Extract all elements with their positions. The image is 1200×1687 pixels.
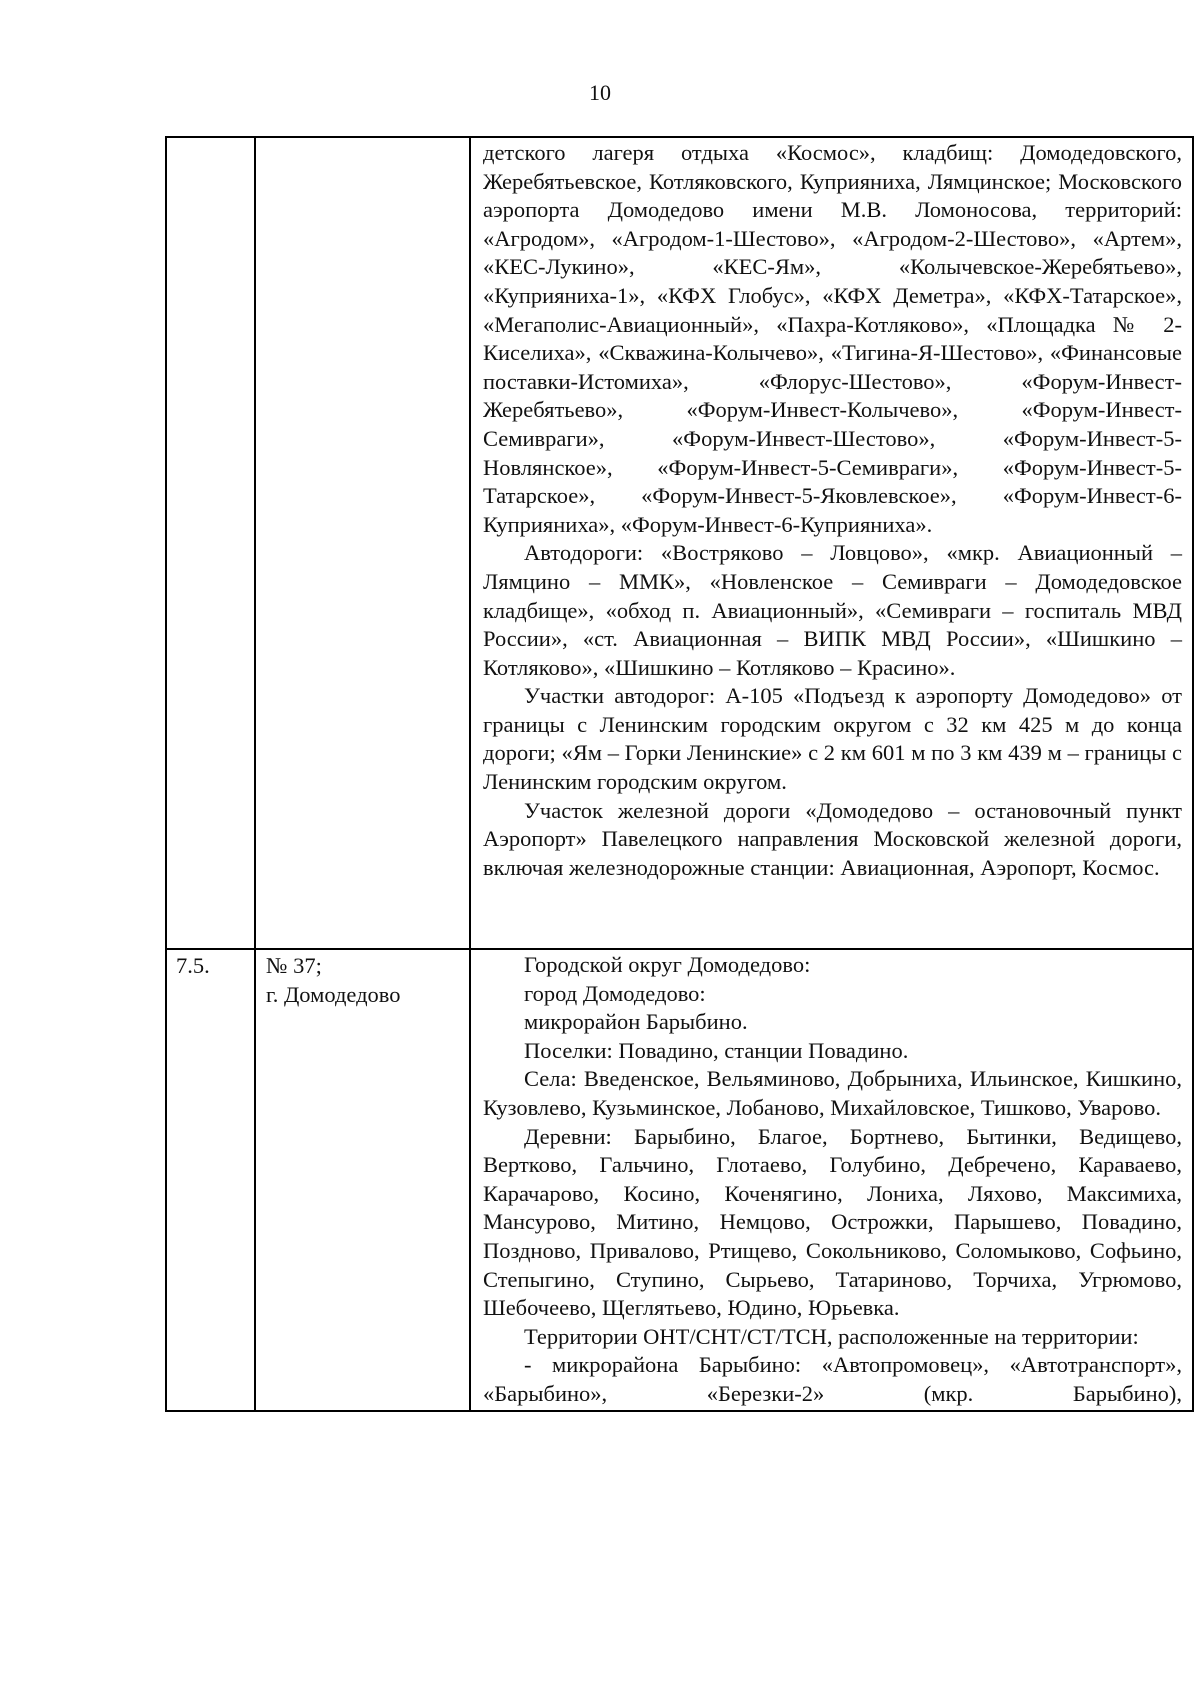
boundary-paragraph: город Домодедово: [524,980,706,1006]
boundary-paragraph: Городской округ Домодедово: [524,952,811,977]
boundary-paragraph: Автодороги: «Востряково – Ловцово», «мкр. Авиационный – Лямцино – ММК», «Новленское – Семивраги – Домодедовское кладбище», «обход п. Авиационный», «Семивраги – госпиталь МВД России», «ст. Авиационная – ВИПК МВД России», «Шишкино – Котляково», «Шишкино – Котляково – Красино». [483,540,1182,680]
boundary-paragraph: Территории ОНТ/СНТ/СТ/ТСН, расположенные на территории: [524,1323,1139,1349]
boundary-paragraph: детского лагеря отдыха «Космос», кладбищ: Домодедовского, Жеребятьевское, Котляковского, Куприяниха, Лямцинское; Московского аэропорта Домодедово имени М.В. Ломоносова, территорий: «Агродом», «Агродом-1-Шестово», «Агродом-2-Шестово», «Артем», «КЕС-Лукино», «КЕС-Ям», «Колычевское-Жеребятьево», «Куприяниха-1», «КФХ Глобус», «КФХ Деметра», «КФХ-Татарское», «Мегаполис-Авиационный», «Пахра-Котляково», «Площадка № 2-Киселиха», «Скважина-Колычево», «Тигина-Я-Шестово», «Финансовые поставки-Истомиха», «Флорус-Шестово», «Форум-Инвест-Жеребятьево», «Форум-Инвест-Колычево», «Форум-Инвест-Семивраги», «Форум-Инвест-Шестово», «Форум-Инвест-5-Новлянское», «Форум-Инвест-5-Семивраги», «Форум-Инвест-5-Татарское», «Форум-Инвест-5-Яковлевское», «Форум-Инвест-6-Куприяниха», «Форум-Инвест-6-Куприяниха». [483,140,1182,537]
boundary-description-cell [470,137,1193,949]
boundary-paragraph: Села: Введенское, Вельяминово, Добрыниха, Ильинское, Кишкино, Кузовлево, Кузьминское, Лобаново, Михайловское, Тишково, Уварово. [483,1066,1182,1120]
boundary-paragraph: - микрорайона Барыбино: «Автопромовец», «Автотранспорт», «Барыбино», «Березки-2» (мкр. Барыбино), [483,1352,1182,1406]
boundary-paragraph: Участки автодорог: А-105 «Подъезд к аэропорту Домодедово» от границы с Ленинским городским округом с 32 км 425 м до конца дороги; «Ям – Горки Ленинские» с 2 км 601 м по 3 км 439 м – границы с Ленинским городским округом. [483,683,1182,795]
boundary-description-cell [470,949,1193,1411]
district-name-cell [255,949,470,1411]
boundary-paragraph: Поселки: Повадино, станции Повадино. [524,1037,909,1063]
district-name-cell [255,137,470,949]
district-number: № 37; [266,953,322,978]
table-row [166,949,1193,1411]
boundary-paragraph: Деревни: Барыбино, Благое, Бортнево, Бытинки, Ведищево, Вертково, Гальчино, Глотаево, Голубино, Дебречено, Караваево, Карачарово, Косино, Коченягино, Лониха, Ляхово, Максимиха, Мансурово, Митино, Немцово, Острожки, Парышево, Повадино, Поздново, Привалово, Ртищево, Сокольниково, Соломыково, Софьино, Степыгино, Ступино, Сырьево, Татариново, Торчиха, Угрюмово, Шебочеево, Щеглятьево, Юдино, Юрьевка. [483,1123,1182,1321]
row-number-cell [166,137,255,949]
document-table [165,136,1194,1412]
district-city: г. Домодедово [266,981,401,1007]
table-row [166,137,1193,949]
boundary-paragraph: микрорайон Барыбино. [524,1009,748,1035]
page-number: 10 [589,80,611,105]
row-number-cell: 7.5. [166,949,255,1411]
boundary-paragraph: Участок железной дороги «Домодедово – остановочный пункт Аэропорт» Павелецкого направления Московской железной дороги, включая железнодорожные станции: Авиационная, Аэропорт, Космос. [483,797,1182,880]
